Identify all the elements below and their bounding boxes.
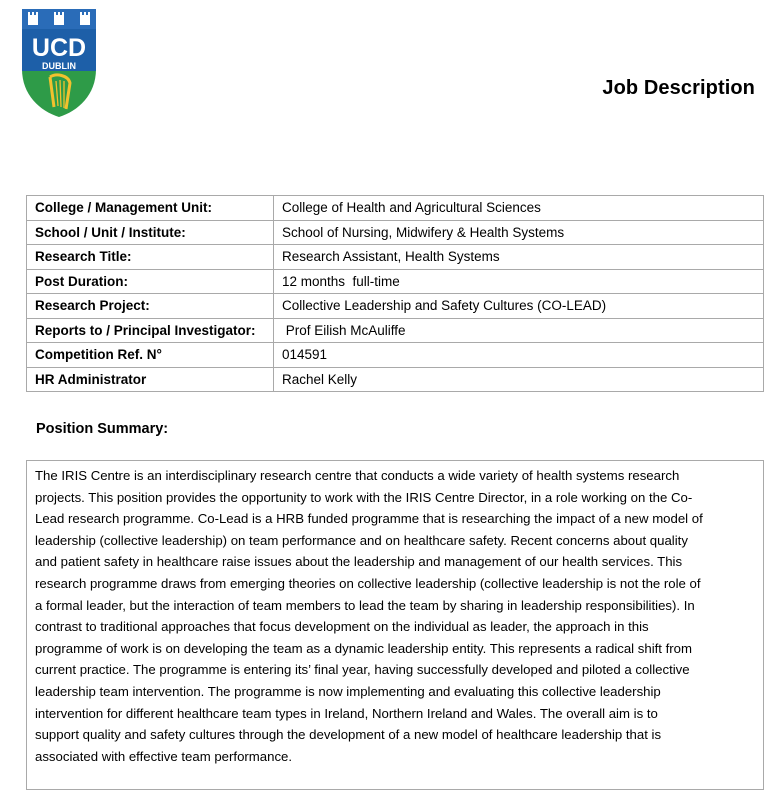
table-row — [27, 245, 764, 270]
detail-value: Collective Leadership and Safety Cultures (CO-LEAD) — [274, 294, 764, 319]
detail-label: School / Unit / Institute: — [27, 220, 274, 245]
table-row — [27, 294, 764, 319]
summary-line: current practice. The programme is entering its’ final year, having successfully developed and piloted a collective — [35, 662, 690, 678]
detail-label: Post Duration: — [27, 269, 274, 294]
table-row — [27, 196, 764, 221]
detail-label: Research Project: — [27, 294, 274, 319]
summary-line: Lead research programme. Co-Lead is a HRB funded programme that is researching the impact of a new model of — [35, 511, 703, 527]
position-summary-box — [26, 460, 764, 790]
detail-label: College / Management Unit: — [27, 196, 274, 221]
detail-value: Prof Eilish McAuliffe — [274, 318, 764, 343]
ucd-logo — [20, 7, 98, 119]
detail-value: Research Assistant, Health Systems — [274, 245, 764, 270]
summary-line: associated with effective team performance. — [35, 748, 293, 764]
logo-name: UCD — [31, 34, 87, 62]
summary-line: and patient safety in healthcare raise issues about the leadership and management of our health services. This — [35, 554, 683, 570]
summary-line: contrast to traditional approaches that focus development on the individual as leader, the approach in this — [35, 619, 649, 635]
summary-line: leadership (collective leadership) on team performance and on healthcare safety. Recent concerns about quality — [35, 532, 688, 548]
details-table — [26, 195, 764, 392]
detail-label: HR Administrator — [27, 367, 274, 392]
logo-sub: DUBLIN — [42, 61, 76, 71]
detail-label: Competition Ref. N° — [27, 343, 274, 368]
detail-label: Research Title: — [27, 245, 274, 270]
table-row — [27, 269, 764, 294]
summary-line: research programme draws from emerging theories on collective leadership (collective leadership is not the role of — [35, 575, 701, 591]
detail-label: Reports to / Principal Investigator: — [27, 318, 274, 343]
summary-line: intervention for different healthcare team types in Ireland, Northern Ireland and Wales. The overall aim is to — [35, 705, 658, 721]
table-row — [27, 367, 764, 392]
summary-line: a formal leader, but the interaction of team members to lead the team by sharing in leadership responsibilities). In — [35, 597, 695, 613]
detail-value: 12 months full-time — [274, 269, 764, 294]
detail-value: 014591 — [274, 343, 764, 368]
table-row — [27, 343, 764, 368]
ucd-crest-icon — [20, 7, 98, 119]
table-row — [27, 318, 764, 343]
table-row — [27, 220, 764, 245]
summary-line: programme of work is on developing the team as a dynamic leadership entity. This represents a radical shift from — [35, 640, 692, 656]
summary-line: leadership team intervention. The programme is now implementing and evaluating this collective leadership — [35, 683, 661, 699]
detail-value: School of Nursing, Midwifery & Health Systems — [274, 220, 764, 245]
page-title: Job Description — [602, 77, 755, 99]
detail-value: Rachel Kelly — [274, 367, 764, 392]
position-summary-heading: Position Summary: — [36, 421, 169, 437]
summary-line: projects. This position provides the opportunity to work with the IRIS Centre Director, in a role working on the Co- — [35, 489, 693, 505]
detail-value: College of Health and Agricultural Sciences — [274, 196, 764, 221]
summary-line: support quality and safety cultures through the development of a new model of healthcare leadership that is — [35, 727, 662, 743]
summary-line: The IRIS Centre is an interdisciplinary research centre that conducts a wide variety of health systems research — [35, 468, 680, 483]
